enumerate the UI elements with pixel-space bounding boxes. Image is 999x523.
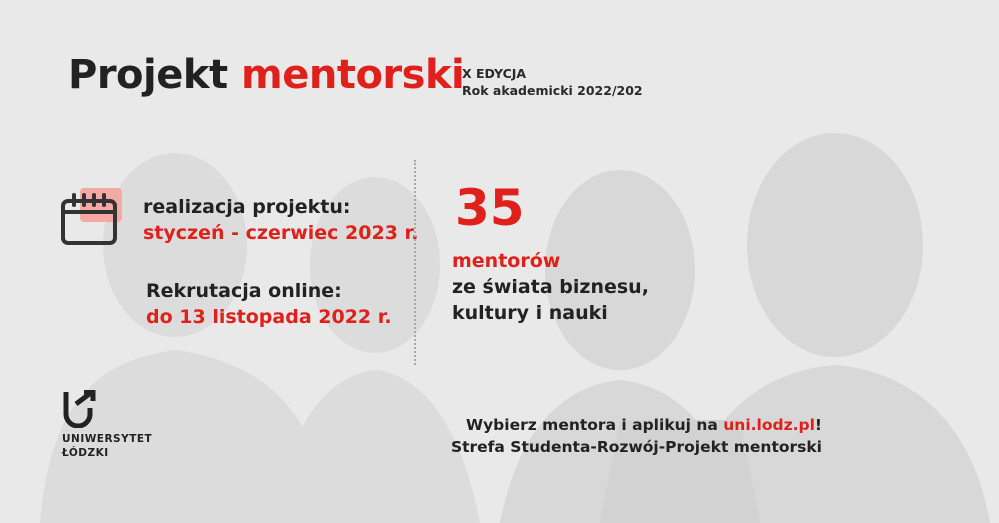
title-part2: mentorski bbox=[241, 52, 465, 98]
university-name bbox=[62, 432, 152, 460]
project-period bbox=[143, 194, 418, 246]
footer-line1 bbox=[451, 414, 822, 436]
footer-info bbox=[451, 414, 822, 458]
mentors-label: mentorów bbox=[452, 250, 561, 272]
calendar-icon bbox=[60, 188, 122, 248]
recruitment-deadline: do 13 listopada 2022 r. bbox=[146, 306, 392, 328]
page-title bbox=[68, 52, 464, 98]
academic-year: Rok akademicki 2022/202 bbox=[462, 83, 643, 98]
edition-info bbox=[462, 65, 643, 99]
recruitment-info bbox=[146, 278, 392, 330]
mentors-line2: ze świata biznesu, bbox=[452, 276, 649, 298]
project-label: realizacja projektu: bbox=[143, 196, 351, 218]
mentor-count: 35 bbox=[455, 179, 525, 237]
footer-line2: Strefa Studenta-Rozwój-Projekt mentorski bbox=[450, 438, 822, 456]
mentors-description bbox=[452, 248, 649, 326]
footer-prefix: Wybierz mentora i aplikuj na bbox=[465, 416, 724, 434]
university-name-line2: ŁÓDZKI bbox=[62, 447, 109, 459]
university-logo-icon bbox=[62, 390, 98, 428]
university-name-line1: UNIWERSYTET bbox=[62, 433, 153, 445]
mentors-line3: kultury i nauki bbox=[452, 302, 608, 324]
title-part1: Projekt bbox=[68, 52, 228, 98]
website-link[interactable]: uni.lodz.pl bbox=[723, 416, 815, 434]
footer-suffix: ! bbox=[814, 416, 822, 434]
project-dates: styczeń - czerwiec 2023 r. bbox=[143, 222, 419, 244]
dotted-divider bbox=[414, 160, 416, 365]
edition-label: X EDYCJA bbox=[462, 66, 527, 81]
recruitment-label: Rekrutacja online: bbox=[146, 280, 342, 302]
